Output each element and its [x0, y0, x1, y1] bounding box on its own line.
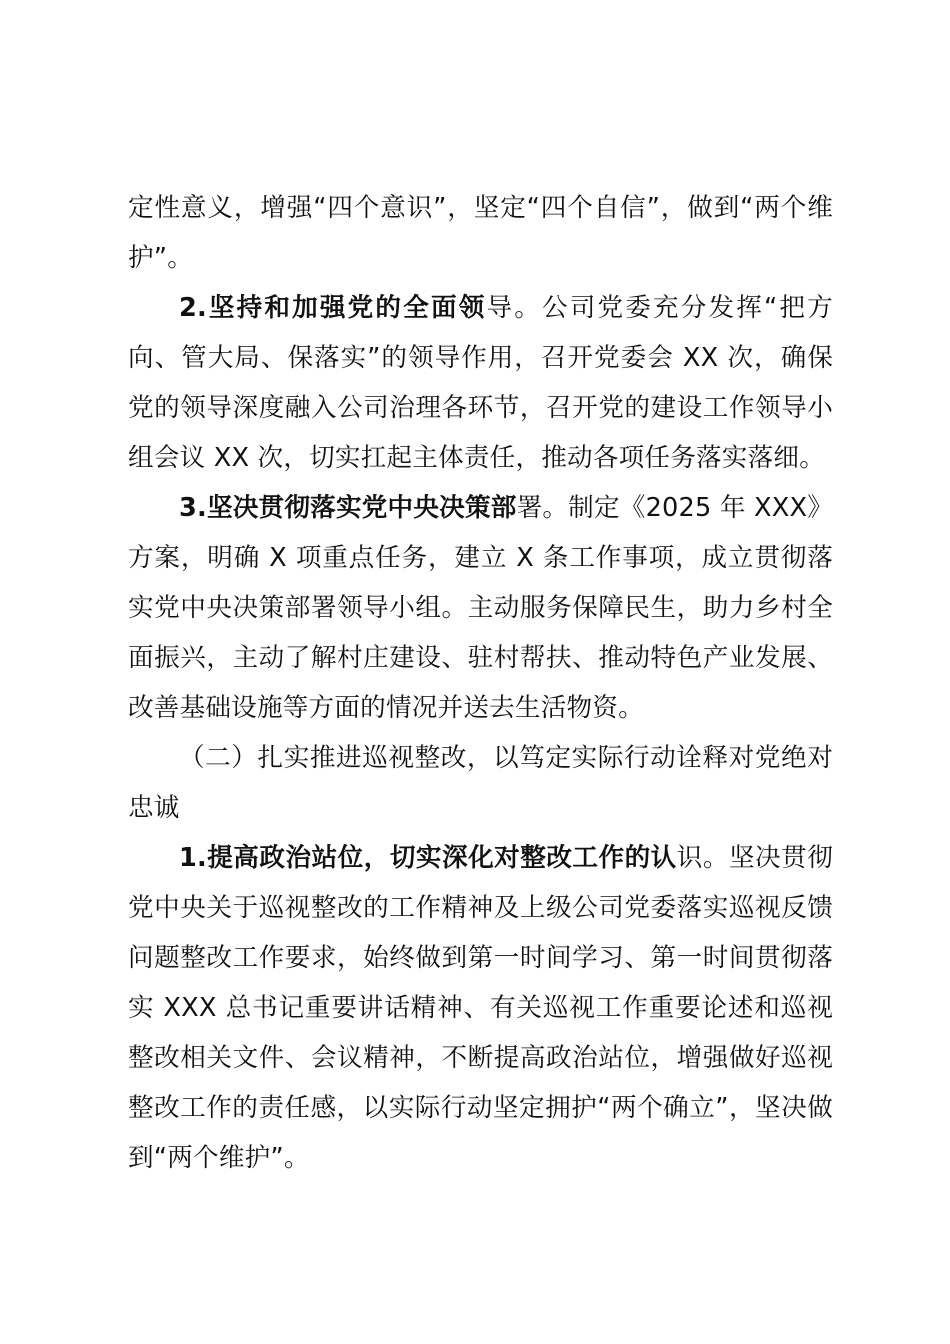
paragraph-2 [128, 283, 833, 483]
paragraph-5-text: 识。坚决贯彻党中央关于巡视整改的工作精神及上级公司党委落实巡视反馈问题整改工作要求，始终做到第一时间学习、第一时间贯彻落实 XXX 总书记重要讲话精神、有关巡视工作重要论述和巡视整改相关文件、会议精神，不断提高政治站位，增强做好巡视整改工作的责任感，以实际行动坚定拥护“两个确立”，坚决做到“两个维护”。 [128, 843, 834, 1173]
section-heading [128, 733, 833, 833]
paragraph-2-heading: 2.坚持和加强党的全面领 [179, 293, 487, 323]
paragraph-5-heading: 1.提高政治站位，切实深化对整改工作的认 [179, 843, 677, 873]
section-heading-text: （二）扎实推进巡视整改，以笃定实际行动诠释对党绝对忠诚 [128, 743, 833, 823]
paragraph-1 [128, 183, 833, 283]
paragraph-3-text: 署。制定《2025 年 XXX》方案，明确 X 项重点任务，建立 X 条工作事项，成立贯彻落实党中央决策部署领导小组。主动服务保障民生，助力乡村全面振兴，主动了解村庄建设、驻村帮扶、推动特色产业发展、改善基础设施等方面的情况并送去生活物资。 [128, 493, 833, 723]
paragraph-2-text: 导。公司党委充分发挥“把方向、管大局、保落实”的领导作用，召开党委会 XX 次，确保党的领导深度融入公司治理各环节，召开党的建设工作领导小组会议 XX 次，切实扛起主体责任，推动各项任务落实落细。 [128, 293, 833, 473]
document-body [128, 183, 833, 1183]
paragraph-1-text: 定性意义，增强“四个意识”，坚定“四个自信”，做到“两个维护”。 [128, 193, 833, 273]
paragraph-3 [128, 483, 833, 733]
paragraph-5 [128, 833, 833, 1183]
paragraph-3-heading: 3.坚决贯彻落实党中央决策部 [179, 493, 517, 523]
